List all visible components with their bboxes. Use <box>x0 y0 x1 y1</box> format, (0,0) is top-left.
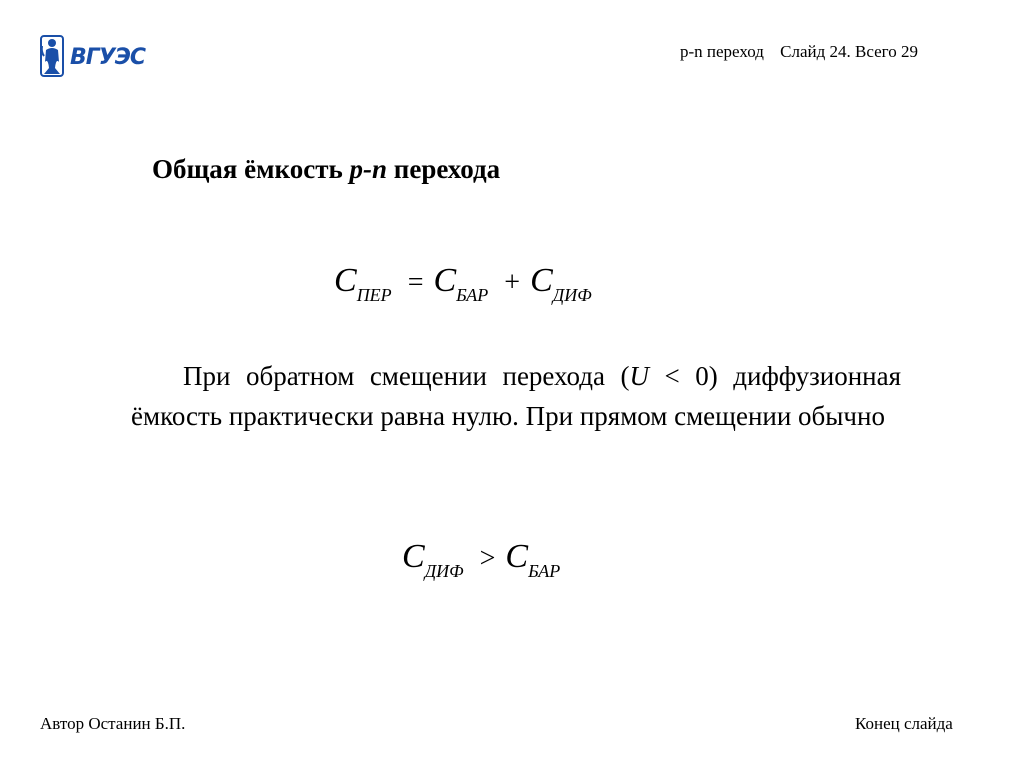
formula-subscript: ПЕР <box>356 285 392 305</box>
formula-operator: = <box>407 267 424 298</box>
formula-subscript: БАР <box>456 285 489 305</box>
formula-symbol: C <box>402 538 425 575</box>
footer-author: Автор Останин Б.П. <box>40 714 186 733</box>
formula-operator: + <box>504 267 521 298</box>
formula-symbol: C <box>505 538 529 575</box>
formula-operator: > <box>479 543 496 574</box>
slide-header <box>680 42 918 62</box>
end-of-slide-link[interactable]: Конец слайда <box>855 714 953 733</box>
formula-subscript: ДИФ <box>552 285 592 305</box>
paragraph-text-1: При обратном смещении перехода ( <box>183 361 630 391</box>
formula-symbol: C <box>530 262 553 299</box>
formula-comparison <box>402 538 568 582</box>
title-suffix: перехода <box>387 154 501 184</box>
slide-counter: Слайд 24. Всего 29 <box>780 42 918 61</box>
title-prefix: Общая ёмкость <box>152 154 350 184</box>
logo-emblem-icon <box>41 36 63 76</box>
university-logo <box>38 32 158 80</box>
slide-topic: p-n переход <box>680 42 764 61</box>
paragraph-text-2: < 0) диффузионная ёмкость практически равна нулю. При прямом смещении обычно <box>131 361 901 431</box>
formula-symbol: C <box>433 262 457 299</box>
title-pn: p-n <box>349 154 388 184</box>
body-paragraph <box>131 356 901 436</box>
slide-title <box>152 154 500 185</box>
formula-subscript: БАР <box>528 561 561 581</box>
formula-subscript: ДИФ <box>424 561 464 581</box>
formula-total-capacitance <box>334 262 600 306</box>
logo-text: ВГУЭС <box>70 45 146 70</box>
formula-symbol: C <box>334 262 357 299</box>
paragraph-variable: U <box>629 361 649 391</box>
